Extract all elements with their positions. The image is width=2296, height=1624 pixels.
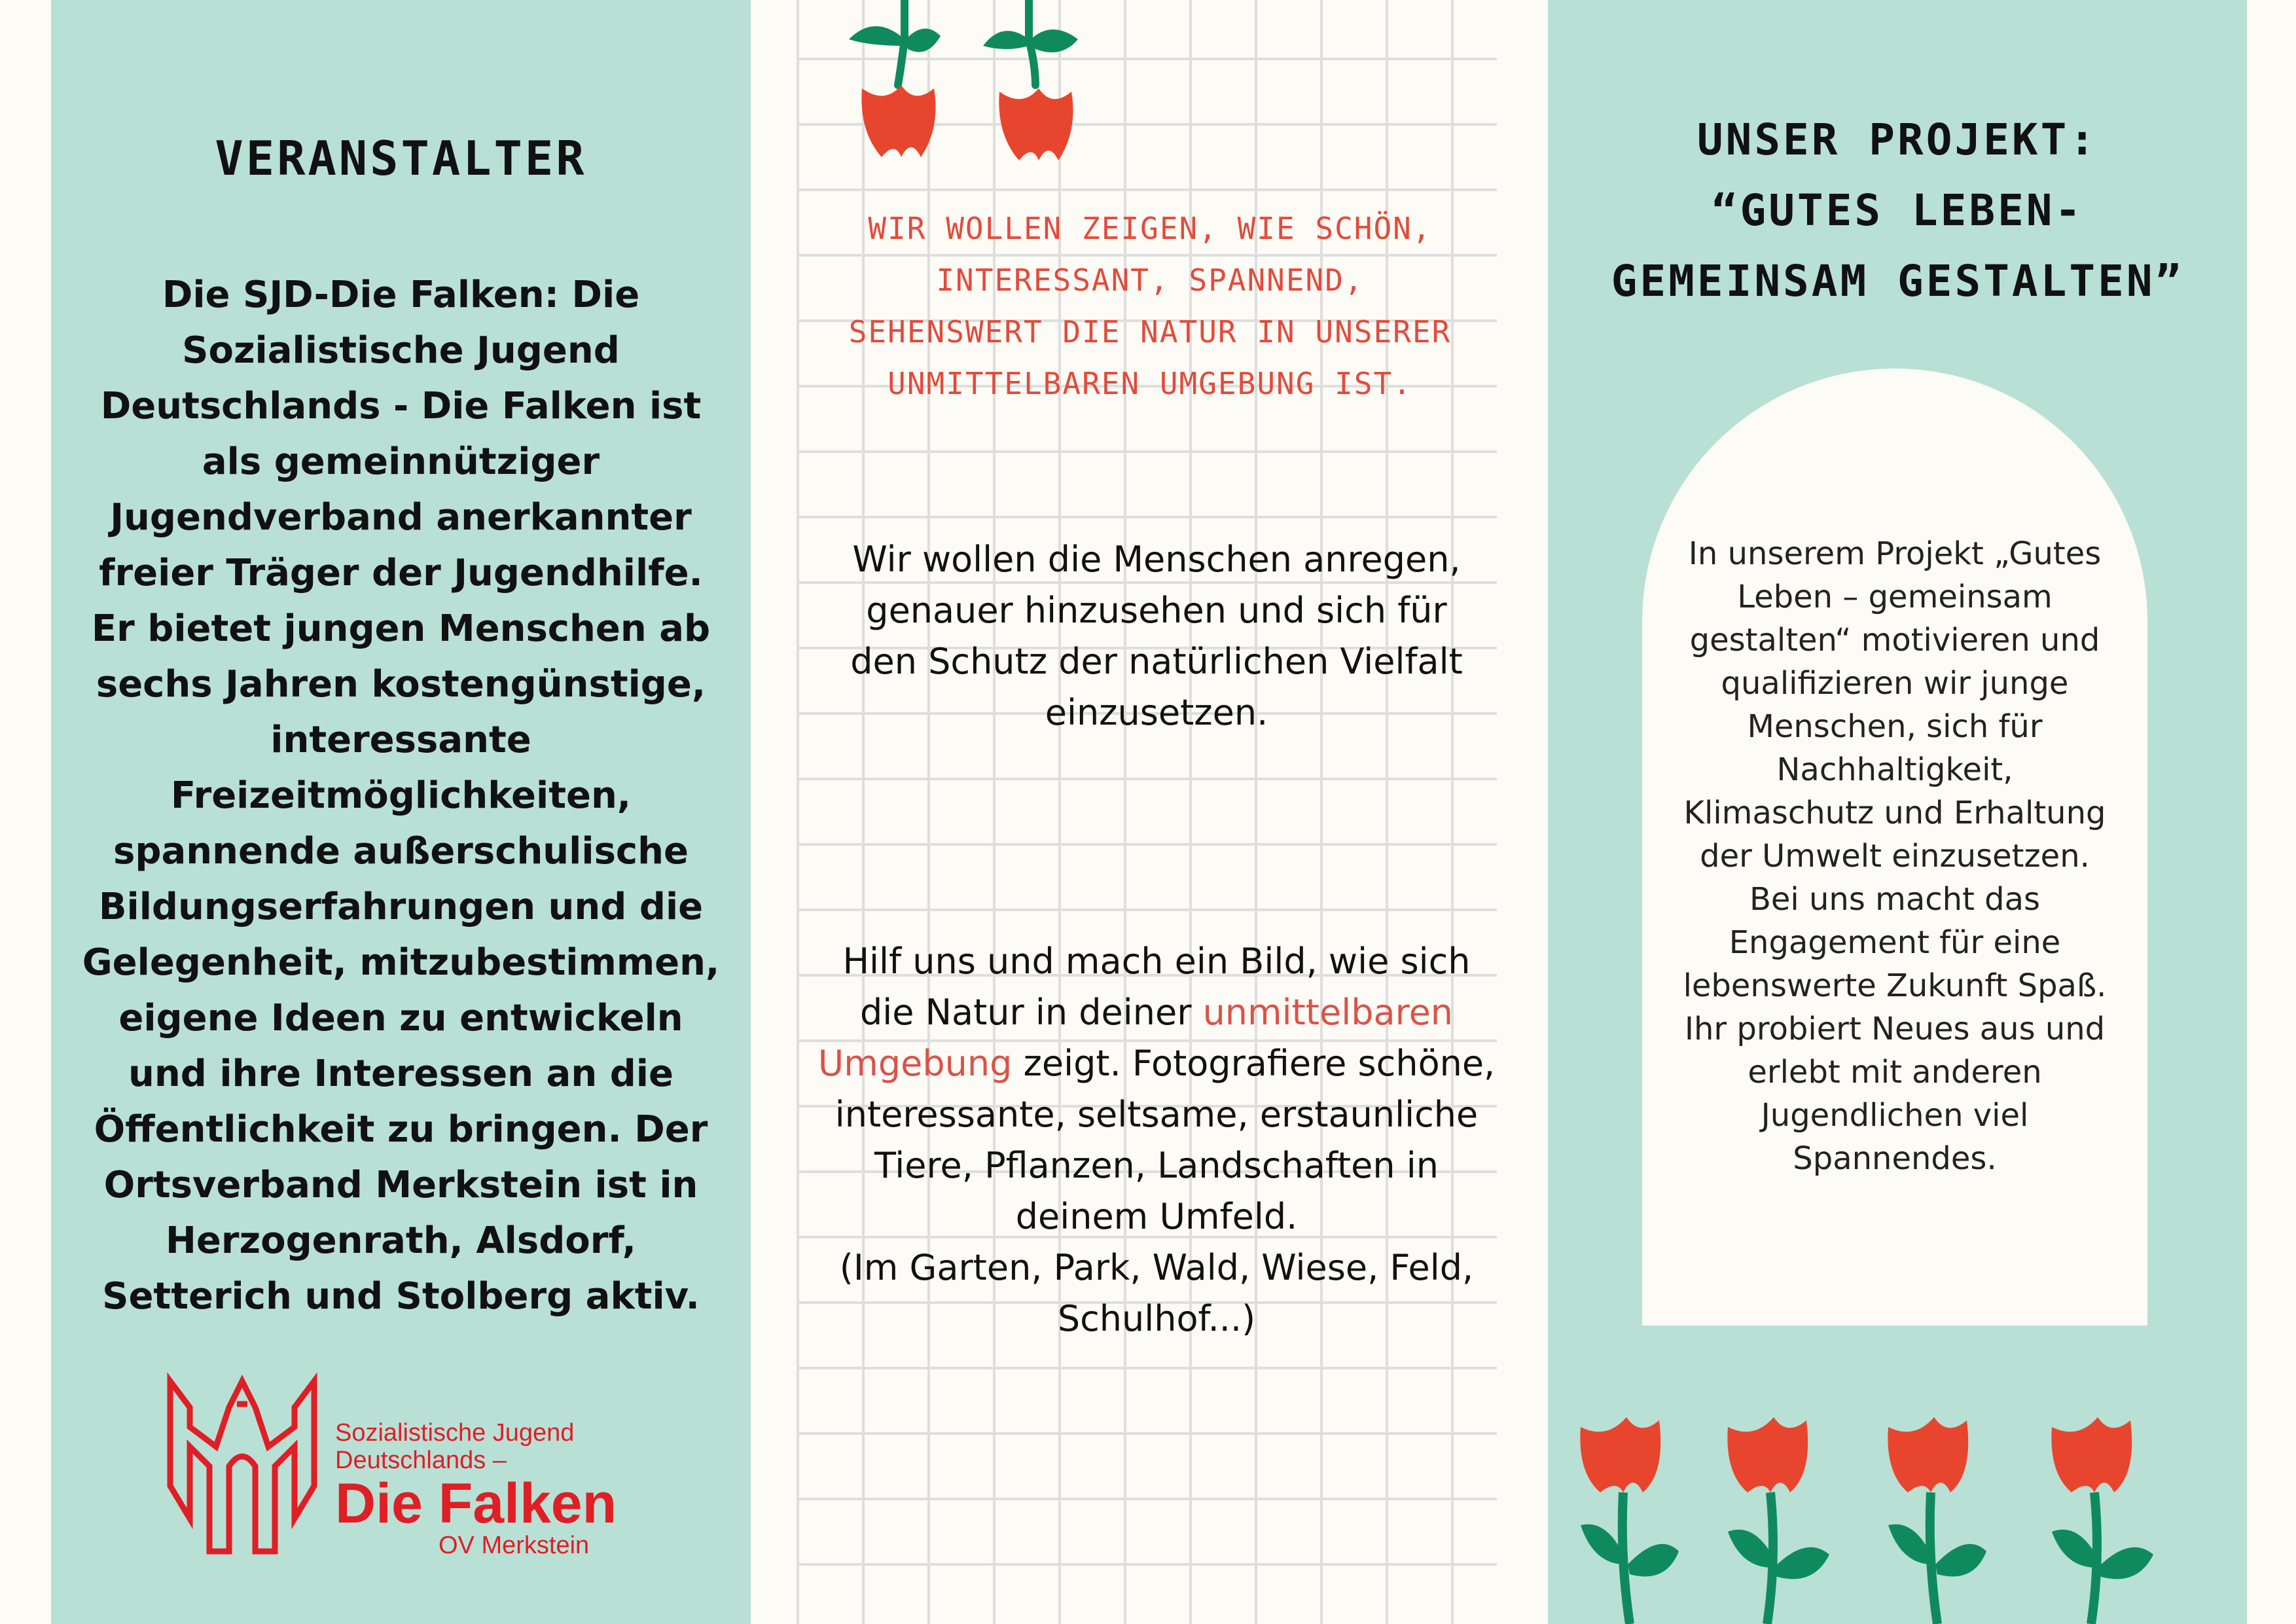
veranstalter-body: Die SJD-Die Falken: Die Sozialistische Jugend Deutschlands - Die Falken ist als gemeinnütziger Jugendverband anerkannter freier Träger der Jugendhilfe. Er bietet jungen Menschen ab sechs Jahren kostengünstige, interessante Freizeitmöglichkeiten, spannende außerschulische Bildungserfahrungen und die Gelegenheit, mitzubestimmen, eigene Ideen zu entwickeln und ihre Interessen an die Öffentlichkeit zu bringen. Der Ortsverband Merkstein ist in Herzogenrath, Alsdorf, Setterich und Stolberg aktiv.	[82, 274, 720, 1318]
mid-paragraph-1: Wir wollen die Menschen anregen, genauer hinzusehen und sich für den Schutz der natürlichen Vielfalt einzusetzen.	[850, 539, 1463, 733]
project-title-line3: GEMEINSAM GESTALTEN”	[1611, 256, 2184, 306]
logo-line2: Deutschlands –	[335, 1447, 507, 1474]
tulip-icon	[842, 0, 947, 170]
tulip-icon	[1568, 1407, 1698, 1624]
tulip-icon	[2039, 1407, 2170, 1624]
project-title	[1548, 105, 2247, 317]
veranstalter-title: VERANSTALTER	[215, 131, 587, 186]
eagle-logo-icon	[164, 1368, 321, 1558]
logo-line3: Die Falken	[335, 1472, 617, 1535]
para2-text-a: Hilf uns und mach ein Bild, wie sich die Natur in deiner	[842, 941, 1471, 1033]
project-description: In unserem Projekt „Gutes Leben – gemeinsam gestalten“ motivieren und qualifizieren wir junge Menschen, sich für Nachhaltigkeit, Klimaschutz und Erhaltung der Umwelt einzusetzen. Bei uns macht das Engagement für eine lebenswerte Zukunft Spaß. Ihr probiert Neues aus und erlebt mit anderen Jugendlichen viel Spannendes.	[1683, 535, 2107, 1177]
para2-highlight: unmittelbaren Umgebung	[817, 992, 1454, 1084]
tulip-icon	[1875, 1407, 2006, 1624]
logo-line1: Sozialistische Jugend	[335, 1419, 575, 1447]
logo-line4: OV Merkstein	[439, 1532, 590, 1559]
mid-paragraph-2	[816, 936, 1497, 1344]
left-panel	[51, 0, 751, 1624]
right-panel	[1548, 0, 2247, 1624]
project-title-line1: UNSER PROJEKT:	[1696, 115, 2098, 165]
tulip-icon	[1715, 1407, 1846, 1624]
falken-logo	[164, 1368, 674, 1564]
mid-headline: WIR WOLLEN ZEIGEN, WIE SCHÖN, INTERESSANT, SPANNEND, SEHENSWERT DIE NATUR IN UNSERER UNMITTELBAREN UMGEBUNG IST.	[848, 211, 1452, 401]
para2-text-c: (Im Garten, Park, Wald, Wiese, Feld, Schulhof...)	[839, 1247, 1474, 1339]
middle-panel	[751, 0, 1548, 1624]
project-title-line2: “GUTES LEBEN-	[1711, 185, 2084, 236]
para2-text-b: zeigt. Fotografiere schöne, interessante, seltsame, erstaunliche Tiere, Pflanzen, Landschaften in deinem Umfeld.	[834, 1043, 1496, 1237]
tulip-icon	[980, 0, 1085, 170]
arch-card	[1642, 369, 2147, 1326]
